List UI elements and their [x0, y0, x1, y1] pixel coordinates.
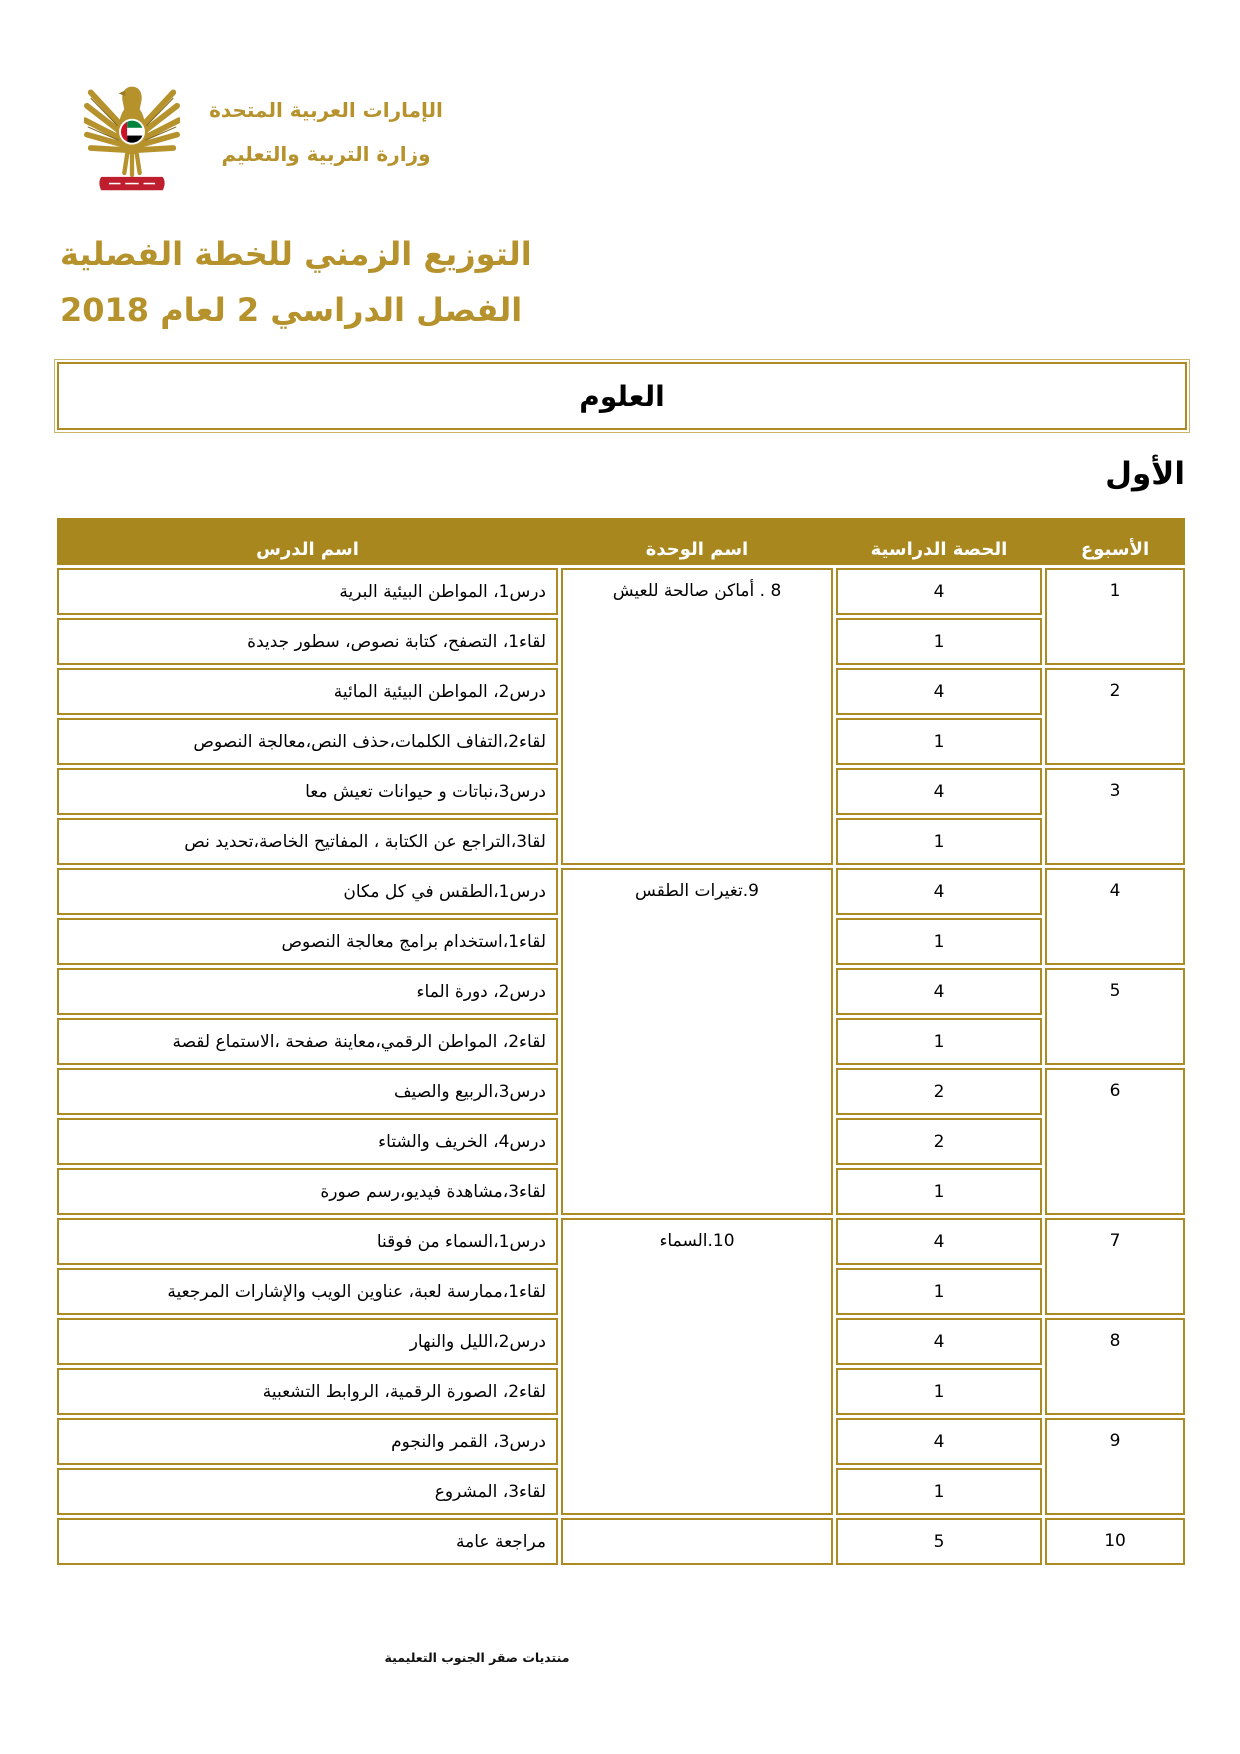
subject-title: العلوم — [579, 379, 665, 413]
period-cell: 1 — [836, 918, 1042, 965]
lesson-cell: لقاء2، الصورة الرقمية، الروابط التشعبية — [57, 1368, 558, 1415]
lesson-cell: درس2، المواطن البيئية المائية — [57, 668, 558, 715]
week-cell: 3 — [1045, 768, 1185, 865]
period-cell: 1 — [836, 1018, 1042, 1065]
week-cell: 1 — [1045, 568, 1185, 665]
lesson-cell: درس2،الليل والنهار — [57, 1318, 558, 1365]
column-header-unit: اسم الوحدة — [645, 539, 749, 560]
uae-falcon-emblem-icon — [84, 76, 180, 198]
unit-cell — [561, 1518, 833, 1565]
lesson-cell: درس4، الخريف والشتاء — [57, 1118, 558, 1165]
lesson-cell: درس3، القمر والنجوم — [57, 1418, 558, 1465]
period-cell: 1 — [836, 1268, 1042, 1315]
title-line-1: التوزيع الزمني للخطة الفصلية — [60, 235, 532, 273]
week-cell: 4 — [1045, 868, 1185, 965]
period-cell: 4 — [836, 568, 1042, 615]
ministry-department-name: وزارة التربية والتعليم — [221, 142, 431, 166]
schedule-table — [57, 568, 1185, 1565]
week-cell: 10 — [1045, 1518, 1185, 1565]
period-cell: 4 — [836, 1318, 1042, 1365]
document-title — [60, 226, 1060, 338]
period-cell: 4 — [836, 968, 1042, 1015]
period-cell: 1 — [836, 718, 1042, 765]
week-cell: 7 — [1045, 1218, 1185, 1315]
lesson-cell: لقاء2،التفاف الكلمات،حذف النص،معالجة النصوص — [57, 718, 558, 765]
week-cell: 6 — [1045, 1068, 1185, 1215]
period-cell: 5 — [836, 1518, 1042, 1565]
week-cell: 2 — [1045, 668, 1185, 765]
lesson-cell: درس3،الربيع والصيف — [57, 1068, 558, 1115]
lesson-cell: لقاء3، المشروع — [57, 1468, 558, 1515]
lesson-cell: لقاء1،ممارسة لعبة، عناوين الويب والإشارات المرجعية — [57, 1268, 558, 1315]
period-cell: 4 — [836, 868, 1042, 915]
period-cell: 1 — [836, 818, 1042, 865]
period-cell: 4 — [836, 1418, 1042, 1465]
schedule-table-header — [57, 518, 1185, 565]
lesson-cell: لقاء1، التصفح، كتابة نصوص، سطور جديدة — [57, 618, 558, 665]
lesson-cell: لقاء1،استخدام برامج معالجة النصوص — [57, 918, 558, 965]
lesson-cell: درس1،الطقس في كل مكان — [57, 868, 558, 915]
lesson-cell: لقاء2، المواطن الرقمي،معاينة صفحة ،الاستماع لقصة — [57, 1018, 558, 1065]
week-cell: 8 — [1045, 1318, 1185, 1415]
lesson-cell: لقاء3،مشاهدة فيديو،رسم صورة — [57, 1168, 558, 1215]
lesson-cell: درس1،السماء من فوقنا — [57, 1218, 558, 1265]
period-cell: 4 — [836, 1218, 1042, 1265]
period-cell: 1 — [836, 1168, 1042, 1215]
column-header-lesson: اسم الدرس — [256, 539, 359, 560]
lesson-cell: لقا3،التراجع عن الكتابة ، المفاتيح الخاصة،تحديد نص — [57, 818, 558, 865]
unit-cell: 10.السماء — [561, 1218, 833, 1515]
ministry-header — [180, 88, 472, 176]
subject-box — [57, 362, 1187, 430]
period-cell: 4 — [836, 668, 1042, 715]
lesson-cell: مراجعة عامة — [57, 1518, 558, 1565]
week-cell: 5 — [1045, 968, 1185, 1065]
column-header-period: الحصة الدراسية — [870, 539, 1008, 560]
period-cell: 1 — [836, 1368, 1042, 1415]
ministry-country-name: الإمارات العربية المتحدة — [209, 98, 443, 122]
lesson-cell: درس2، دورة الماء — [57, 968, 558, 1015]
grade-heading: الأول — [1105, 456, 1185, 492]
unit-cell: 9.تغيرات الطقس — [561, 868, 833, 1215]
title-line-2: الفصل الدراسي 2 لعام 2018 — [60, 291, 523, 329]
week-cell: 9 — [1045, 1418, 1185, 1515]
period-cell: 1 — [836, 1468, 1042, 1515]
period-cell: 2 — [836, 1068, 1042, 1115]
lesson-cell: درس3،نباتات و حيوانات تعيش معا — [57, 768, 558, 815]
footer-credit: منتديات صقر الجنوب التعليمية — [384, 1650, 570, 1665]
period-cell: 4 — [836, 768, 1042, 815]
column-header-week: الأسبوع — [1080, 539, 1150, 560]
period-cell: 2 — [836, 1118, 1042, 1165]
unit-cell: 8 . أماكن صالحة للعيش — [561, 568, 833, 865]
lesson-cell: درس1، المواطن البيئية البرية — [57, 568, 558, 615]
period-cell: 1 — [836, 618, 1042, 665]
